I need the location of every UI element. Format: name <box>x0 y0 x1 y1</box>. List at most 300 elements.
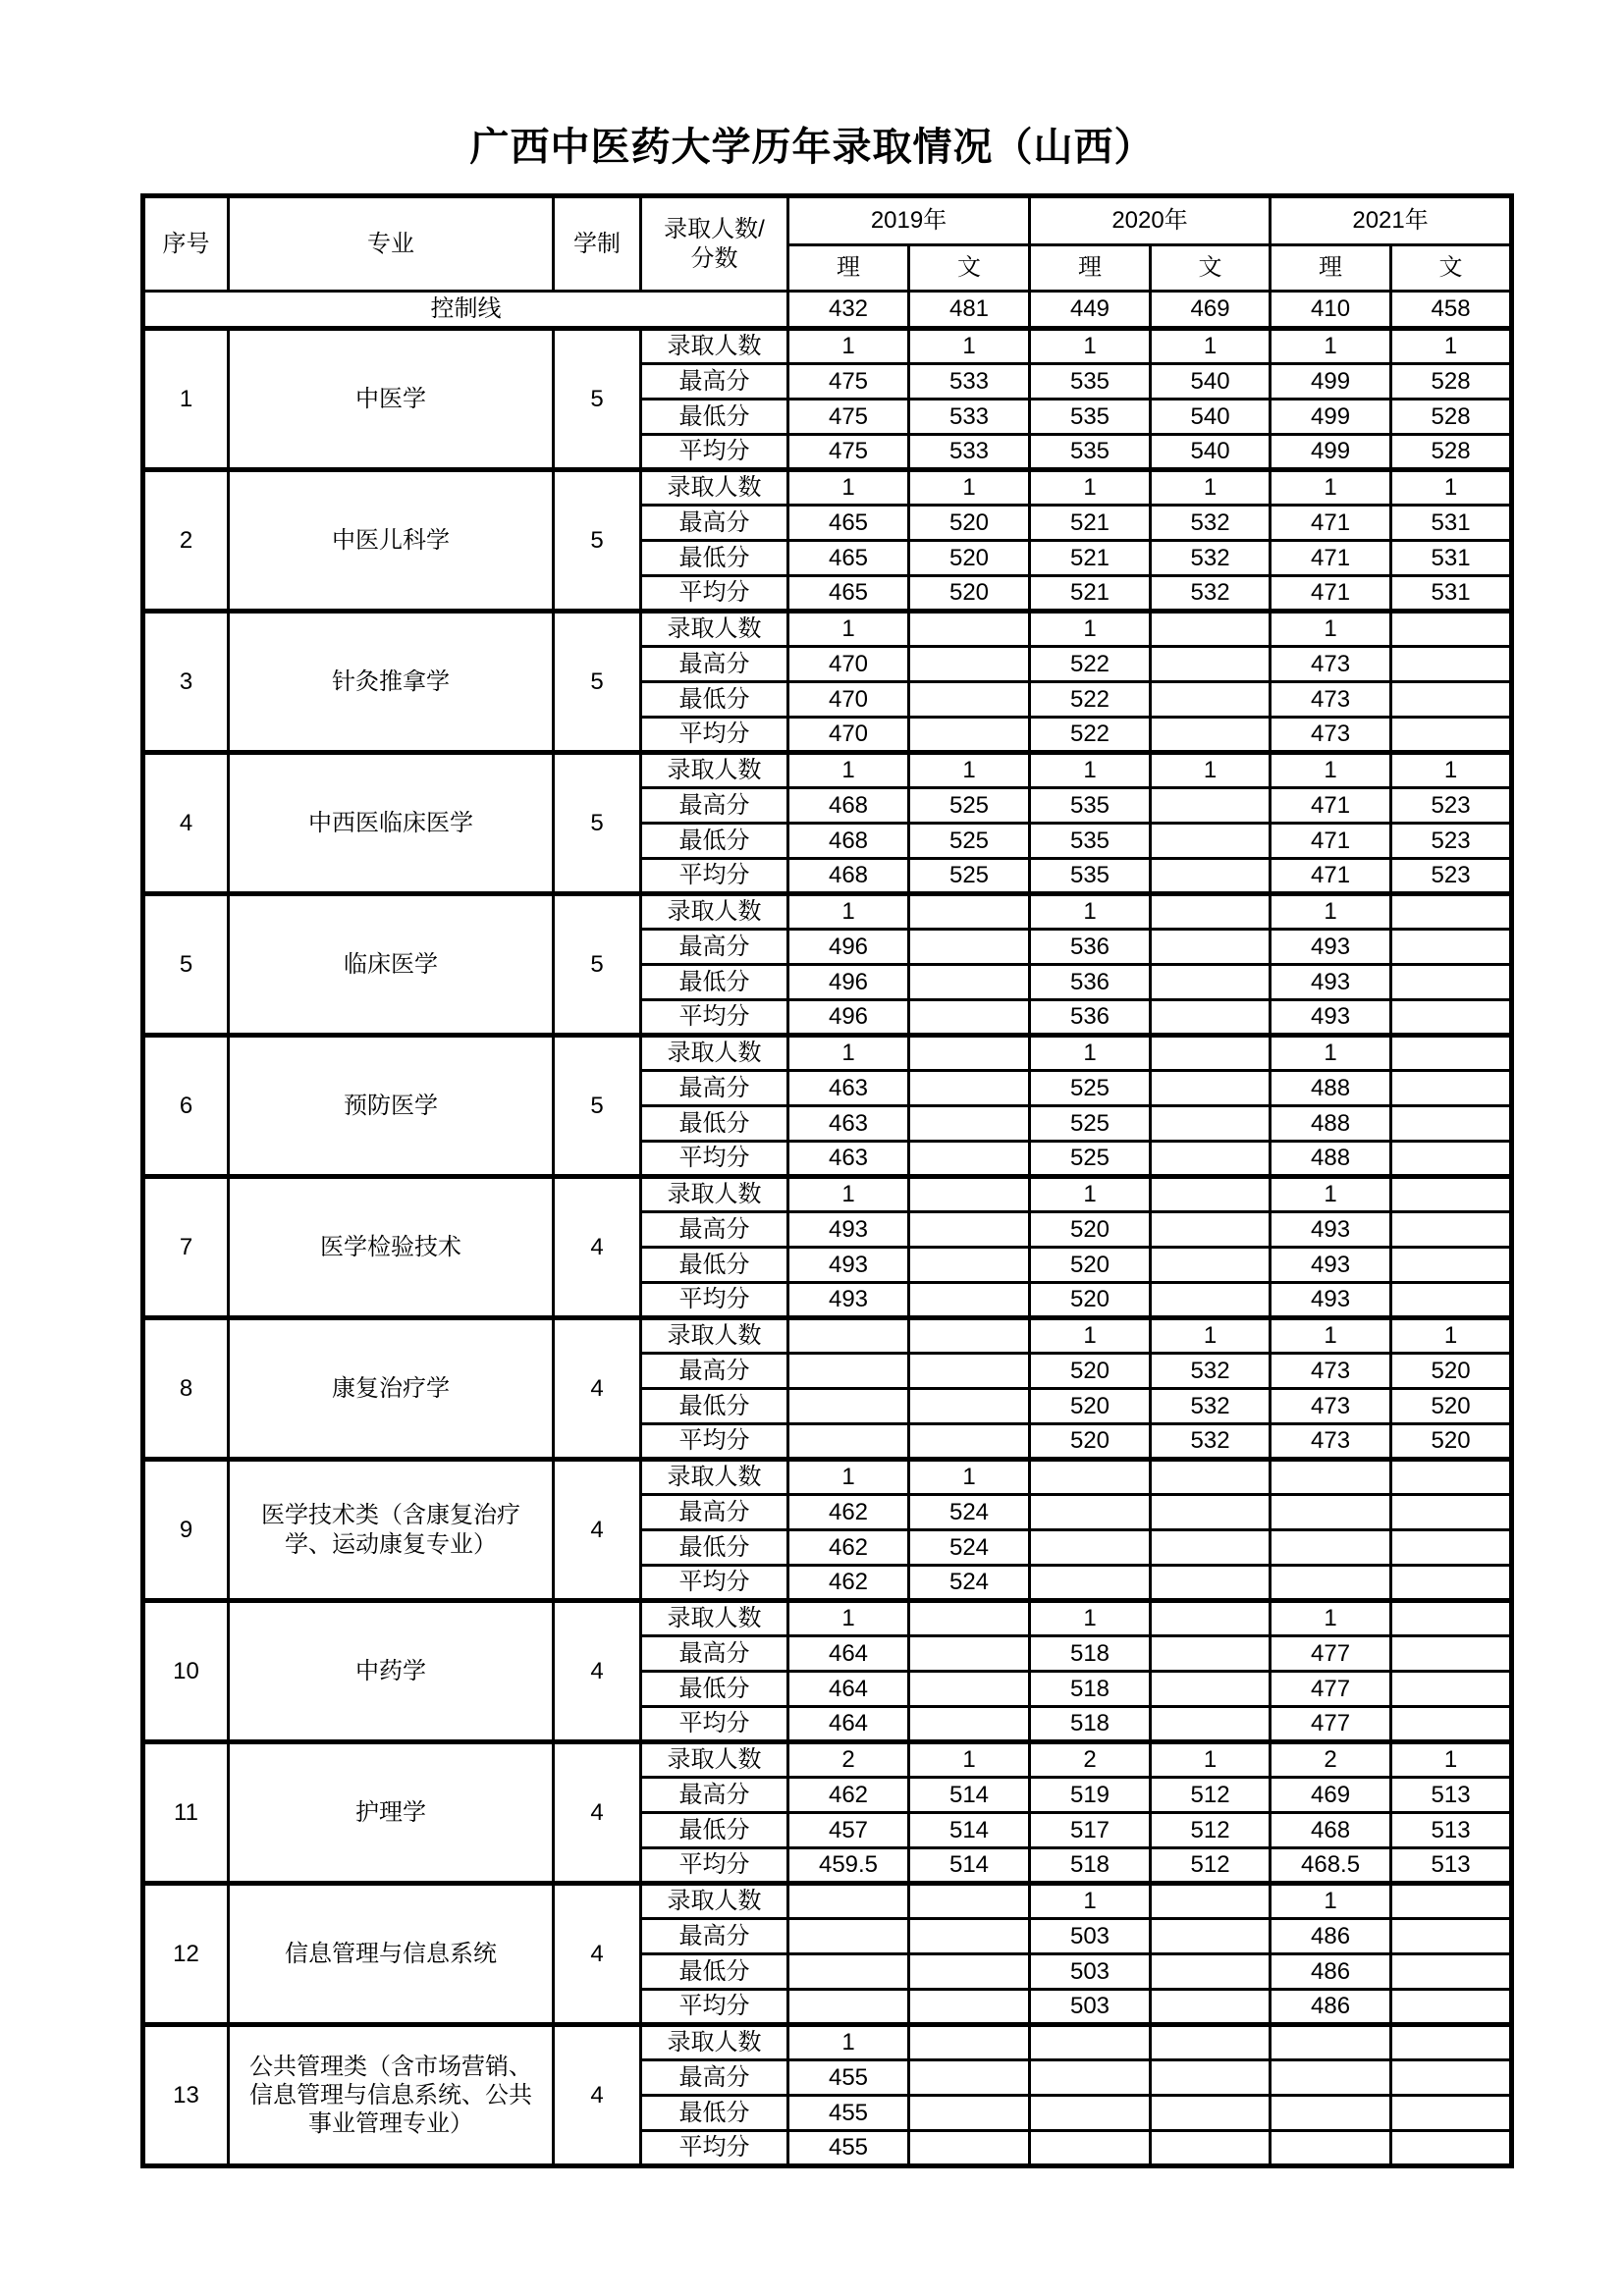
score-cell <box>1391 1106 1512 1142</box>
score-cell <box>909 1672 1030 1707</box>
metric-label-cell: 最高分 <box>641 1636 788 1672</box>
table-row <box>143 1036 1512 1071</box>
score-cell: 1 <box>788 1177 909 1212</box>
duration-cell: 4 <box>554 1884 641 2025</box>
col-header-year-2020: 2020年 <box>1030 196 1271 245</box>
score-cell: 521 <box>1030 576 1151 612</box>
major-name-cell: 中西医临床医学 <box>229 753 554 894</box>
control-line-row <box>143 292 1512 329</box>
score-cell <box>909 930 1030 965</box>
metric-label-cell: 录取人数 <box>641 1318 788 1354</box>
score-cell: 477 <box>1271 1636 1391 1672</box>
metric-label-cell: 最高分 <box>641 647 788 682</box>
score-cell: 1 <box>1030 329 1151 364</box>
score-cell <box>1151 1000 1271 1036</box>
score-cell: 521 <box>1030 541 1151 576</box>
score-cell: 465 <box>788 576 909 612</box>
score-cell <box>1391 1954 1512 1990</box>
score-cell: 1 <box>1391 329 1512 364</box>
score-cell: 520 <box>1030 1248 1151 1283</box>
metric-label-cell: 平均分 <box>641 576 788 612</box>
score-cell <box>909 894 1030 930</box>
major-name-cell: 中药学 <box>229 1601 554 1742</box>
score-cell <box>1391 1212 1512 1248</box>
score-cell: 463 <box>788 1106 909 1142</box>
major-name-cell: 临床医学 <box>229 894 554 1036</box>
metric-label-cell: 平均分 <box>641 1990 788 2025</box>
score-cell: 535 <box>1030 824 1151 859</box>
duration-cell: 5 <box>554 753 641 894</box>
metric-label-cell: 录取人数 <box>641 1884 788 1919</box>
header-row-years <box>143 196 1512 245</box>
col-header-track-arts-2019: 文 <box>909 245 1030 292</box>
score-cell: 488 <box>1271 1071 1391 1106</box>
score-cell <box>1030 2060 1151 2096</box>
score-cell: 525 <box>1030 1106 1151 1142</box>
score-cell: 503 <box>1030 1919 1151 1954</box>
score-cell: 1 <box>1030 894 1151 930</box>
table-row <box>143 1601 1512 1636</box>
score-cell: 471 <box>1271 576 1391 612</box>
control-line-value: 469 <box>1151 292 1271 329</box>
score-cell: 522 <box>1030 718 1151 753</box>
col-header-track-arts-2021: 文 <box>1391 245 1512 292</box>
metric-label-cell: 录取人数 <box>641 329 788 364</box>
score-cell: 1 <box>909 753 1030 788</box>
score-cell: 513 <box>1391 1813 1512 1848</box>
score-cell: 1 <box>1271 470 1391 506</box>
score-cell: 1 <box>1030 1884 1151 1919</box>
score-cell: 499 <box>1271 364 1391 400</box>
control-line-value: 449 <box>1030 292 1151 329</box>
score-cell: 462 <box>788 1778 909 1813</box>
score-cell: 540 <box>1151 364 1271 400</box>
score-cell: 468.5 <box>1271 1848 1391 1884</box>
score-cell: 523 <box>1391 788 1512 824</box>
score-cell <box>1391 1177 1512 1212</box>
score-cell <box>909 1283 1030 1318</box>
score-cell <box>1151 894 1271 930</box>
metric-label-cell: 最低分 <box>641 1389 788 1424</box>
score-cell <box>788 1990 909 2025</box>
table-row <box>143 2025 1512 2060</box>
score-cell <box>1271 1460 1391 1495</box>
metric-label-cell: 最高分 <box>641 1495 788 1530</box>
score-cell <box>1151 1530 1271 1566</box>
score-cell <box>1151 1212 1271 1248</box>
score-cell <box>1391 2131 1512 2166</box>
score-cell <box>1151 1601 1271 1636</box>
metric-label-cell: 平均分 <box>641 435 788 470</box>
score-cell <box>1391 1919 1512 1954</box>
duration-cell: 5 <box>554 1036 641 1177</box>
score-cell <box>1151 1283 1271 1318</box>
score-cell: 1 <box>1151 1742 1271 1778</box>
score-cell: 522 <box>1030 647 1151 682</box>
metric-label-cell: 最低分 <box>641 2096 788 2131</box>
score-cell <box>1151 1919 1271 1954</box>
col-header-metric-line1: 录取人数/ <box>664 216 765 243</box>
score-cell <box>788 1354 909 1389</box>
metric-label-cell: 最高分 <box>641 364 788 400</box>
score-cell: 535 <box>1030 400 1151 435</box>
score-cell: 486 <box>1271 1919 1391 1954</box>
score-cell <box>909 2131 1030 2166</box>
metric-label-cell: 最低分 <box>641 1672 788 1707</box>
score-cell <box>1391 2025 1512 2060</box>
score-cell: 499 <box>1271 400 1391 435</box>
score-cell <box>1030 1530 1151 1566</box>
score-cell: 1 <box>788 2025 909 2060</box>
metric-label-cell: 录取人数 <box>641 753 788 788</box>
score-cell: 523 <box>1391 824 1512 859</box>
score-cell: 464 <box>788 1707 909 1742</box>
score-cell: 1 <box>788 612 909 647</box>
score-cell <box>909 2096 1030 2131</box>
metric-label-cell: 录取人数 <box>641 612 788 647</box>
score-cell <box>788 1424 909 1460</box>
metric-label-cell: 录取人数 <box>641 470 788 506</box>
score-cell: 514 <box>909 1848 1030 1884</box>
score-cell <box>1391 1000 1512 1036</box>
score-cell: 520 <box>1030 1389 1151 1424</box>
score-cell: 475 <box>788 400 909 435</box>
score-cell: 1 <box>1271 753 1391 788</box>
col-header-duration: 学制 <box>554 196 641 292</box>
score-cell <box>1391 1884 1512 1919</box>
score-cell <box>909 1142 1030 1177</box>
score-cell <box>1030 2025 1151 2060</box>
score-cell <box>788 1919 909 1954</box>
score-cell <box>1391 1283 1512 1318</box>
score-cell: 523 <box>1391 859 1512 894</box>
col-header-no: 序号 <box>143 196 229 292</box>
score-cell: 540 <box>1151 400 1271 435</box>
admission-table <box>140 193 1514 2168</box>
score-cell: 536 <box>1030 930 1151 965</box>
score-cell <box>1271 1495 1391 1530</box>
score-cell: 493 <box>1271 1283 1391 1318</box>
score-cell <box>1151 2025 1271 2060</box>
table-body <box>143 292 1512 2166</box>
score-cell: 528 <box>1391 400 1512 435</box>
score-cell: 518 <box>1030 1636 1151 1672</box>
metric-label-cell: 录取人数 <box>641 1036 788 1071</box>
score-cell: 520 <box>1391 1354 1512 1389</box>
score-cell: 496 <box>788 930 909 965</box>
row-no-cell: 7 <box>143 1177 229 1318</box>
score-cell <box>1151 1106 1271 1142</box>
major-name-cell: 康复治疗学 <box>229 1318 554 1460</box>
page-title: 广西中医药大学历年录取情况（山西） <box>469 126 1155 169</box>
score-cell: 459.5 <box>788 1848 909 1884</box>
score-cell: 2 <box>788 1742 909 1778</box>
score-cell <box>1391 1990 1512 2025</box>
score-cell: 536 <box>1030 965 1151 1000</box>
metric-label-cell: 平均分 <box>641 1142 788 1177</box>
score-cell: 471 <box>1271 859 1391 894</box>
score-cell: 525 <box>909 859 1030 894</box>
score-cell: 464 <box>788 1636 909 1672</box>
metric-label-cell: 最高分 <box>641 1919 788 1954</box>
control-line-label: 控制线 <box>143 292 788 329</box>
score-cell: 525 <box>909 824 1030 859</box>
score-cell <box>1391 612 1512 647</box>
score-cell <box>1151 1636 1271 1672</box>
score-cell: 1 <box>1030 1036 1151 1071</box>
score-cell: 468 <box>788 788 909 824</box>
score-cell: 1 <box>1391 1742 1512 1778</box>
score-cell <box>1151 1566 1271 1601</box>
duration-cell: 5 <box>554 612 641 753</box>
score-cell <box>909 1036 1030 1071</box>
score-cell <box>1151 718 1271 753</box>
score-cell: 525 <box>1030 1071 1151 1106</box>
score-cell: 1 <box>1271 1177 1391 1212</box>
score-cell: 512 <box>1151 1778 1271 1813</box>
score-cell: 486 <box>1271 1954 1391 1990</box>
score-cell: 503 <box>1030 1990 1151 2025</box>
score-cell <box>1391 1601 1512 1636</box>
score-cell: 1 <box>1391 1318 1512 1354</box>
score-cell <box>1151 2096 1271 2131</box>
metric-label-cell: 录取人数 <box>641 2025 788 2060</box>
score-cell: 493 <box>788 1212 909 1248</box>
score-cell <box>1151 859 1271 894</box>
metric-label-cell: 平均分 <box>641 859 788 894</box>
score-cell: 535 <box>1030 788 1151 824</box>
score-cell: 1 <box>1271 894 1391 930</box>
score-cell: 533 <box>909 400 1030 435</box>
score-cell <box>1391 1036 1512 1071</box>
col-header-track-sci-2020: 理 <box>1030 245 1151 292</box>
score-cell: 517 <box>1030 1813 1151 1848</box>
metric-label-cell: 平均分 <box>641 718 788 753</box>
row-no-cell: 10 <box>143 1601 229 1742</box>
col-header-year-2019: 2019年 <box>788 196 1030 245</box>
score-cell: 493 <box>1271 965 1391 1000</box>
score-cell <box>1391 1142 1512 1177</box>
score-cell: 473 <box>1271 1389 1391 1424</box>
metric-label-cell: 最低分 <box>641 1106 788 1142</box>
score-cell: 1 <box>909 329 1030 364</box>
score-cell: 1 <box>788 753 909 788</box>
metric-label-cell: 录取人数 <box>641 1177 788 1212</box>
metric-label-cell: 最低分 <box>641 824 788 859</box>
metric-label-cell: 录取人数 <box>641 1601 788 1636</box>
score-cell: 1 <box>788 329 909 364</box>
score-cell: 524 <box>909 1495 1030 1530</box>
score-cell: 473 <box>1271 682 1391 718</box>
score-cell <box>1151 1248 1271 1283</box>
score-cell <box>1030 1566 1151 1601</box>
control-line-value: 481 <box>909 292 1030 329</box>
score-cell: 1 <box>1151 329 1271 364</box>
score-cell: 518 <box>1030 1848 1151 1884</box>
score-cell <box>1151 1672 1271 1707</box>
metric-label-cell: 平均分 <box>641 2131 788 2166</box>
duration-cell: 4 <box>554 1460 641 1601</box>
score-cell <box>1151 612 1271 647</box>
major-name-cell: 护理学 <box>229 1742 554 1884</box>
score-cell <box>1151 1707 1271 1742</box>
score-cell <box>1391 1495 1512 1530</box>
score-cell <box>909 1212 1030 1248</box>
score-cell: 1 <box>1271 612 1391 647</box>
score-cell: 1 <box>1151 753 1271 788</box>
score-cell: 1 <box>909 1460 1030 1495</box>
score-cell <box>909 2060 1030 2096</box>
score-cell <box>909 1248 1030 1283</box>
score-cell <box>909 1318 1030 1354</box>
metric-label-cell: 最高分 <box>641 1071 788 1106</box>
score-cell: 455 <box>788 2060 909 2096</box>
score-cell: 488 <box>1271 1142 1391 1177</box>
score-cell: 514 <box>909 1813 1030 1848</box>
score-cell <box>1391 2096 1512 2131</box>
score-cell: 513 <box>1391 1848 1512 1884</box>
score-cell <box>1391 894 1512 930</box>
score-cell <box>1151 647 1271 682</box>
score-cell: 519 <box>1030 1778 1151 1813</box>
metric-label-cell: 最低分 <box>641 1530 788 1566</box>
score-cell <box>1151 1460 1271 1495</box>
score-cell: 462 <box>788 1495 909 1530</box>
score-cell: 1 <box>1030 1318 1151 1354</box>
col-header-track-sci-2019: 理 <box>788 245 909 292</box>
metric-label-cell: 最低分 <box>641 400 788 435</box>
score-cell: 493 <box>1271 1212 1391 1248</box>
metric-label-cell: 录取人数 <box>641 1742 788 1778</box>
major-name-cell: 医学检验技术 <box>229 1177 554 1318</box>
score-cell: 471 <box>1271 506 1391 541</box>
score-cell: 1 <box>1030 753 1151 788</box>
score-cell: 512 <box>1151 1848 1271 1884</box>
score-cell <box>909 718 1030 753</box>
score-cell <box>788 1884 909 1919</box>
metric-label-cell: 平均分 <box>641 1424 788 1460</box>
metric-label-cell: 平均分 <box>641 1566 788 1601</box>
score-cell <box>1151 682 1271 718</box>
score-cell: 524 <box>909 1530 1030 1566</box>
score-cell: 531 <box>1391 576 1512 612</box>
row-no-cell: 11 <box>143 1742 229 1884</box>
score-cell <box>1151 1495 1271 1530</box>
score-cell: 532 <box>1151 1389 1271 1424</box>
score-cell: 493 <box>1271 1248 1391 1283</box>
score-cell: 503 <box>1030 1954 1151 1990</box>
row-no-cell: 4 <box>143 753 229 894</box>
score-cell: 1 <box>1030 470 1151 506</box>
metric-label-cell: 最高分 <box>641 2060 788 2096</box>
score-cell <box>1151 1036 1271 1071</box>
score-cell: 471 <box>1271 824 1391 859</box>
score-cell <box>1271 2025 1391 2060</box>
score-cell: 470 <box>788 647 909 682</box>
score-cell <box>909 1919 1030 1954</box>
score-cell <box>1391 682 1512 718</box>
score-cell: 528 <box>1391 435 1512 470</box>
score-cell: 465 <box>788 506 909 541</box>
score-cell <box>1151 930 1271 965</box>
table-row <box>143 1460 1512 1495</box>
score-cell <box>1151 788 1271 824</box>
score-cell <box>909 1354 1030 1389</box>
row-no-cell: 13 <box>143 2025 229 2166</box>
score-cell <box>1391 930 1512 965</box>
metric-label-cell: 最低分 <box>641 1954 788 1990</box>
score-cell: 1 <box>788 470 909 506</box>
control-line-value: 458 <box>1391 292 1512 329</box>
col-header-track-arts-2020: 文 <box>1151 245 1271 292</box>
metric-label-cell: 平均分 <box>641 1000 788 1036</box>
score-cell <box>1391 2060 1512 2096</box>
row-no-cell: 2 <box>143 470 229 612</box>
table-row <box>143 894 1512 930</box>
score-cell: 520 <box>909 506 1030 541</box>
score-cell: 471 <box>1271 541 1391 576</box>
score-cell: 520 <box>909 541 1030 576</box>
score-cell <box>909 1071 1030 1106</box>
score-cell <box>1391 1530 1512 1566</box>
score-cell: 518 <box>1030 1707 1151 1742</box>
score-cell: 536 <box>1030 1000 1151 1036</box>
score-cell <box>909 647 1030 682</box>
score-cell: 512 <box>1151 1813 1271 1848</box>
score-cell <box>1151 965 1271 1000</box>
score-cell: 513 <box>1391 1778 1512 1813</box>
score-cell: 468 <box>1271 1813 1391 1848</box>
col-header-track-sci-2021: 理 <box>1271 245 1391 292</box>
score-cell <box>909 1707 1030 1742</box>
score-cell: 521 <box>1030 506 1151 541</box>
score-cell <box>1391 718 1512 753</box>
score-cell: 468 <box>788 859 909 894</box>
duration-cell: 5 <box>554 329 641 470</box>
score-cell: 496 <box>788 1000 909 1036</box>
score-cell: 1 <box>788 1601 909 1636</box>
score-cell: 535 <box>1030 435 1151 470</box>
score-cell: 488 <box>1271 1106 1391 1142</box>
score-cell <box>1151 1142 1271 1177</box>
score-cell: 520 <box>1030 1212 1151 1248</box>
score-cell: 1 <box>909 1742 1030 1778</box>
score-cell <box>1391 1248 1512 1283</box>
metric-label-cell: 最高分 <box>641 506 788 541</box>
score-cell: 1 <box>1391 753 1512 788</box>
metric-label-cell: 平均分 <box>641 1707 788 1742</box>
col-header-metric-line2: 分数 <box>690 244 738 272</box>
col-header-major: 专业 <box>229 196 554 292</box>
score-cell: 499 <box>1271 435 1391 470</box>
metric-label-cell: 最低分 <box>641 1248 788 1283</box>
score-cell <box>1391 1672 1512 1707</box>
score-cell: 525 <box>1030 1142 1151 1177</box>
score-cell: 1 <box>1151 470 1271 506</box>
score-cell: 465 <box>788 541 909 576</box>
score-cell <box>909 1601 1030 1636</box>
duration-cell: 4 <box>554 1742 641 1884</box>
score-cell: 1 <box>788 894 909 930</box>
score-cell <box>788 1954 909 1990</box>
row-no-cell: 1 <box>143 329 229 470</box>
score-cell: 462 <box>788 1566 909 1601</box>
metric-label-cell: 最高分 <box>641 1212 788 1248</box>
score-cell <box>909 1636 1030 1672</box>
score-cell: 518 <box>1030 1672 1151 1707</box>
score-cell <box>1391 1636 1512 1672</box>
score-cell: 475 <box>788 435 909 470</box>
